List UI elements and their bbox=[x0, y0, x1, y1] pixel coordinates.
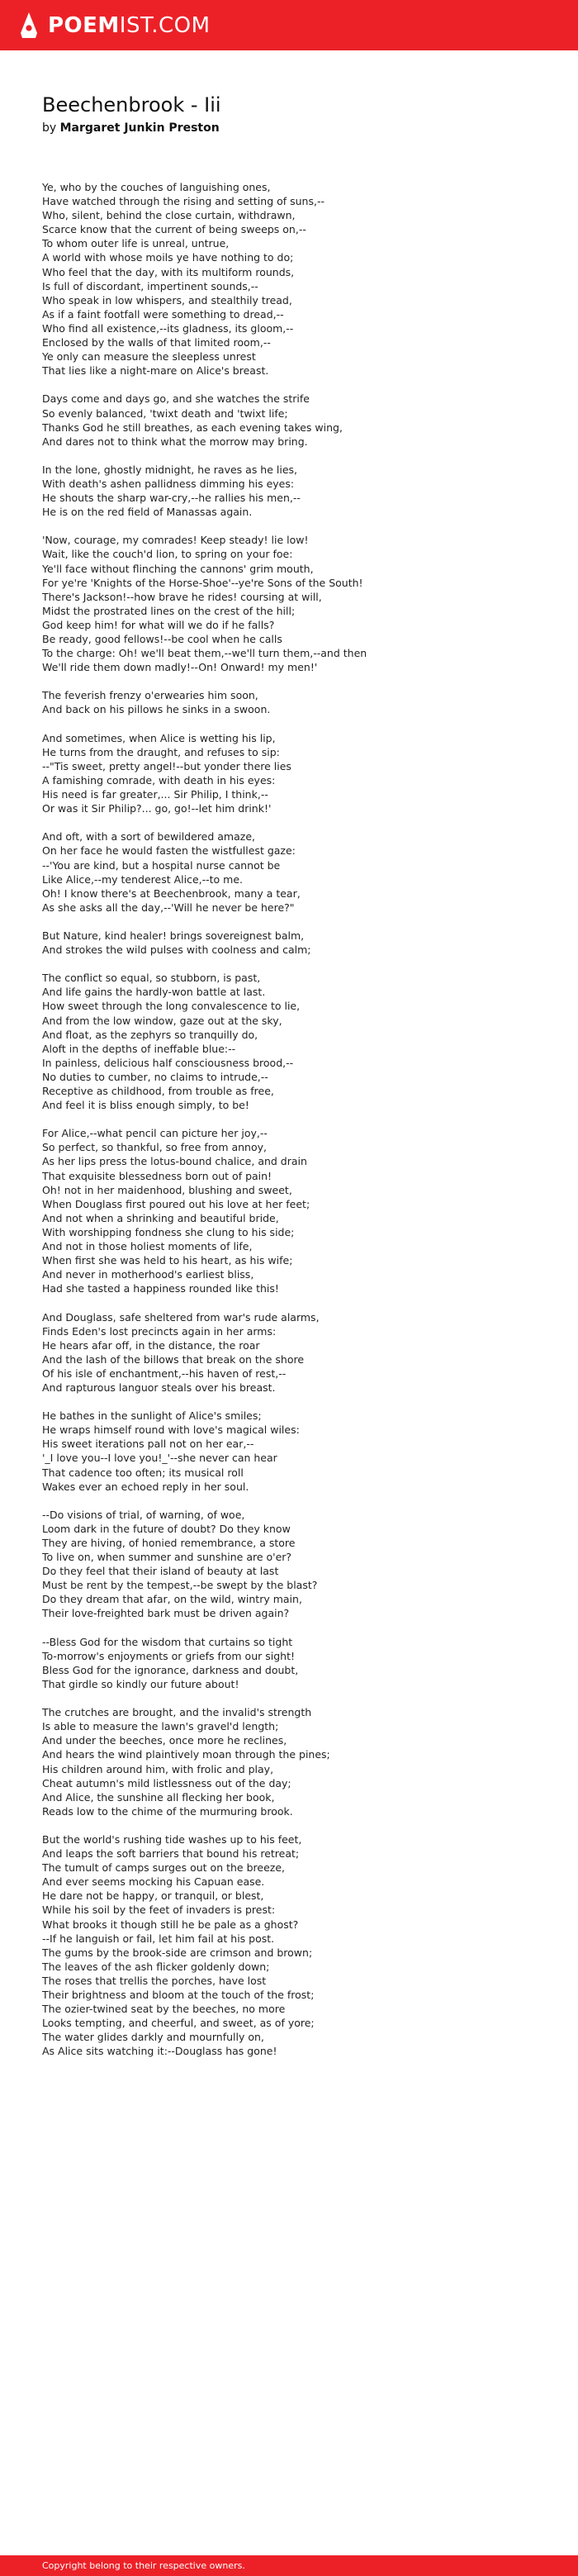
poem-line: His sweet iterations pall not on her ear,-- bbox=[42, 1438, 254, 1451]
poemist-quill-icon bbox=[18, 11, 40, 40]
poem-line: And the lash of the billows that break on the shore bbox=[42, 1352, 305, 1366]
poem-line: Like Alice,--my tenderest Alice,--to me. bbox=[42, 872, 243, 886]
poem-line: And ever seems mocking his Capuan ease. bbox=[42, 1875, 265, 1889]
poem-line: To whom outer life is unreal, untrue, bbox=[42, 237, 230, 250]
poem-line: The roses that trellis the porches, have lost bbox=[42, 1974, 267, 1987]
poem-line: He turns from the draught, and refuses to sip: bbox=[42, 745, 280, 758]
poem-line: '_I love you--I love you!_'--she never can hear bbox=[42, 1452, 277, 1465]
poem-line: Do they feel that their island of beauty at last bbox=[42, 1565, 279, 1578]
poem-line: Finds Eden's lost precincts again in her arms: bbox=[42, 1324, 277, 1338]
poem-line: No duties to cumber, no claims to intrude,-- bbox=[42, 1070, 268, 1083]
poem-line: 'Now, courage, my comrades! Keep steady! lie low! bbox=[42, 534, 309, 547]
poem-line: --Bless God for the wisdom that curtains so tight bbox=[42, 1635, 293, 1648]
poem-line: On her face he would fasten the wistfullest gaze: bbox=[42, 844, 296, 858]
poem-line: --Do visions of trial, of warning, of woe, bbox=[42, 1508, 245, 1521]
poem-line: Looks tempting, and cheerful, and sweet, as of yore; bbox=[42, 2017, 315, 2030]
poem-line: He wraps himself round with love's magical wiles: bbox=[42, 1423, 300, 1437]
poem-line: The feverish frenzy o'erwearies him soon, bbox=[42, 689, 258, 702]
poem-line: We'll ride them down madly!--On! Onward! my men!' bbox=[42, 661, 318, 674]
poem-line: In painless, delicious half consciousness brood,-- bbox=[42, 1056, 294, 1069]
poem-line: But Nature, kind healer! brings sovereignest balm, bbox=[42, 929, 305, 942]
poem-line: Have watched through the rising and setting of suns,-- bbox=[42, 195, 325, 208]
poem-line: And leaps the soft barriers that bound his retreat; bbox=[42, 1847, 300, 1861]
poem-line: Oh! I know there's at Beechenbrook, many a tear, bbox=[42, 886, 301, 900]
stanza bbox=[42, 463, 554, 519]
poem-line: Ye only can measure the sleepless unrest bbox=[42, 350, 256, 364]
stanza bbox=[42, 929, 554, 957]
poem-line: But the world's rushing tide washes up to his feet, bbox=[42, 1832, 302, 1846]
stanza bbox=[42, 1635, 554, 1691]
logo-text-bold: POEM bbox=[48, 13, 120, 38]
stanza bbox=[42, 829, 554, 915]
poem-line: As her lips press the lotus-bound chalice, and drain bbox=[42, 1155, 307, 1168]
poem-line: To live on, when summer and sunshine are o'er? bbox=[42, 1551, 292, 1564]
poem-line: Receptive as childhood, from trouble as free, bbox=[42, 1085, 274, 1097]
poem-line: And from the low window, gaze out at the sky, bbox=[42, 1014, 282, 1027]
poem-line: And never in motherhood's earliest bliss, bbox=[42, 1268, 254, 1281]
poem-line: In the lone, ghostly midnight, he raves as he lies, bbox=[42, 463, 298, 476]
poem-header bbox=[42, 93, 538, 135]
poem-line: Aloft in the depths of ineffable blue:-- bbox=[42, 1042, 236, 1055]
stanza bbox=[42, 1310, 554, 1395]
poem-line: Must be rent by the tempest,--be swept by the blast? bbox=[42, 1579, 318, 1592]
poem-line: To the charge: Oh! we'll beat them,--we'll turn them,--and then bbox=[42, 647, 367, 660]
stanza bbox=[42, 971, 554, 1112]
poem-line: And oft, with a sort of bewildered amaze, bbox=[42, 830, 255, 844]
poem-line: His need is far greater,... Sir Philip, I think,-- bbox=[42, 788, 268, 801]
poem-line: A world with whose moils ye have nothing to do; bbox=[42, 251, 294, 264]
poem-line: And float, as the zephyrs so tranquilly do, bbox=[42, 1028, 258, 1041]
stanza bbox=[42, 1409, 554, 1494]
poem-body bbox=[42, 180, 554, 2073]
poem-line: When Douglass first poured out his love at her feet; bbox=[42, 1197, 310, 1210]
poem-line: So perfect, so thankful, so free from annoy, bbox=[42, 1141, 267, 1154]
poem-line: Who find all existence,--its gladness, its gloom,-- bbox=[42, 321, 294, 335]
poem-line: Who speak in low whispers, and stealthily tread, bbox=[42, 293, 292, 307]
poem-line: Or was it Sir Philip?... go, go!--let him drink!' bbox=[42, 802, 272, 815]
copyright-notice: Copyright belong to their respective owners. bbox=[42, 2560, 245, 2571]
site-footer bbox=[0, 2555, 578, 2576]
poem-line: Thanks God he still breathes, as each evening takes wing, bbox=[42, 421, 343, 434]
site-logo[interactable] bbox=[18, 11, 211, 40]
poem-line: How sweet through the long convalescence to lie, bbox=[42, 1000, 301, 1013]
poem-line: Scarce know that the current of being sweeps on,-- bbox=[42, 223, 306, 236]
poem-line: He dare not be happy, or tranquil, or blest, bbox=[42, 1889, 264, 1903]
poem-line: And Douglass, safe sheltered from war's rude alarms, bbox=[42, 1310, 320, 1324]
stanza bbox=[42, 392, 554, 448]
poem-line: While his soil by the feet of invaders is prest: bbox=[42, 1903, 276, 1917]
by-label: by bbox=[42, 121, 57, 135]
poem-line: As she asks all the day,--'Will he never be here?" bbox=[42, 901, 295, 914]
poem-line: For Alice,--what pencil can picture her joy,-- bbox=[42, 1127, 268, 1140]
poem-line: Is full of discordant, impertinent sounds,-- bbox=[42, 279, 258, 292]
poem-line: --"Tis sweet, pretty angel!--but yonder there lies bbox=[42, 759, 291, 772]
poem-line: And Alice, the sunshine all flecking her book, bbox=[42, 1790, 275, 1804]
poem-line: Their love-freighted bark must be driven again? bbox=[42, 1607, 290, 1620]
poem-line: The ozier-twined seat by the beeches, no more bbox=[42, 2003, 286, 2016]
stanza bbox=[42, 1126, 554, 1295]
poem-line: With death's ashen pallidness dimming his eyes: bbox=[42, 477, 295, 490]
poem-line: A famishing comrade, with death in his eyes: bbox=[42, 773, 276, 787]
poem-line: When first she was held to his heart, as his wife; bbox=[42, 1254, 293, 1267]
poem-title: Beechenbrook - Iii bbox=[42, 93, 221, 116]
poem-line: And strokes the wild pulses with coolness and calm; bbox=[42, 943, 311, 957]
stanza bbox=[42, 533, 554, 674]
poem-line: What brooks it though still he be pale as a ghost? bbox=[42, 1918, 299, 1931]
logo-wordmark bbox=[48, 11, 211, 40]
stanza bbox=[42, 180, 554, 378]
poem-line: Be ready, good fellows!--be cool when he calls bbox=[42, 633, 282, 645]
poem-line: Bless God for the ignorance, darkness and doubt, bbox=[42, 1663, 299, 1676]
stanza bbox=[42, 1705, 554, 1818]
poem-line: Is able to measure the lawn's gravel'd length; bbox=[42, 1720, 279, 1733]
poem-line: Cheat autumn's mild listlessness out of the day; bbox=[42, 1776, 291, 1789]
poem-line: Days come and days go, and she watches the strife bbox=[42, 392, 310, 406]
poem-line: Loom dark in the future of doubt? Do they know bbox=[42, 1522, 291, 1535]
poem-line: Ye, who by the couches of languishing ones, bbox=[42, 181, 271, 193]
poem-line: Their brightness and bloom at the touch of the frost; bbox=[42, 1989, 315, 2001]
poem-line: --'You are kind, but a hospital nurse cannot be bbox=[42, 858, 281, 872]
poem-line: That lies like a night-mare on Alice's breast. bbox=[42, 364, 269, 378]
poem-line: Wakes ever an echoed reply in her soul. bbox=[42, 1480, 249, 1493]
poem-line: Do they dream that afar, on the wild, wintry main, bbox=[42, 1593, 302, 1606]
poem-line: He shouts the sharp war-cry,--he rallies his men,-- bbox=[42, 492, 301, 505]
poem-line: --If he languish or fail, let him fail at his post. bbox=[42, 1932, 275, 1945]
poem-line: The water glides darkly and mournfully on, bbox=[42, 2031, 264, 2044]
poem-line: Had she tasted a happiness rounded like this! bbox=[42, 1282, 279, 1295]
poem-line: He bathes in the sunlight of Alice's smiles; bbox=[42, 1409, 262, 1423]
poem-line: To-morrow's enjoyments or griefs from our sight! bbox=[42, 1649, 295, 1662]
poem-line: He is on the red field of Manassas again. bbox=[42, 506, 253, 519]
stanza bbox=[42, 1832, 554, 2059]
poem-line: Who feel that the day, with its multiform rounds, bbox=[42, 265, 295, 278]
poem-line: That girdle so kindly our future about! bbox=[42, 1677, 239, 1690]
poem-line: As if a faint footfall were something to dread,-- bbox=[42, 307, 284, 321]
poem-line: Wait, like the couch'd lion, to spring on your foe: bbox=[42, 548, 293, 561]
poem-line: The gums by the brook-side are crimson and brown; bbox=[42, 1946, 313, 1959]
poem-line: His children around him, with frolic and play, bbox=[42, 1762, 274, 1775]
poem-line: And back on his pillows he sinks in a swoon. bbox=[42, 703, 271, 716]
poem-line: He hears afar off, in the distance, the roar bbox=[42, 1338, 260, 1352]
poem-line: Reads low to the chime of the murmuring brook. bbox=[42, 1804, 293, 1818]
poem-line: And not when a shrinking and beautiful bride, bbox=[42, 1211, 279, 1224]
poem-line: Ye'll face without flinching the cannons' grim mouth, bbox=[42, 562, 314, 575]
poem-line: The tumult of camps surges out on the breeze, bbox=[42, 1861, 285, 1875]
stanza bbox=[42, 688, 554, 716]
poem-line: And life gains the hardly-won battle at last. bbox=[42, 986, 266, 999]
poem-line: Oh! not in her maidenhood, blushing and sweet, bbox=[42, 1183, 292, 1196]
poem-line: Who, silent, behind the close curtain, withdrawn, bbox=[42, 209, 296, 222]
poem-line: The leaves of the ash flicker goldenly down; bbox=[42, 1960, 270, 1973]
poem-line: And under the beeches, once more he reclines, bbox=[42, 1734, 287, 1747]
poem-line: And hears the wind plaintively moan through the pines; bbox=[42, 1748, 330, 1761]
poem-line: For ye're 'Knights of the Horse-Shoe'--ye're Sons of the South! bbox=[42, 576, 363, 589]
poem-line: Enclosed by the walls of that limited room,-- bbox=[42, 336, 271, 349]
author-name[interactable]: Margaret Junkin Preston bbox=[59, 121, 220, 135]
poem-line: So evenly balanced, 'twixt death and 'twixt life; bbox=[42, 406, 288, 420]
byline bbox=[42, 121, 538, 135]
poem-line: The crutches are brought, and the invalid's strength bbox=[42, 1706, 312, 1719]
poem-line: They are hiving, of honied remembrance, a store bbox=[42, 1537, 296, 1549]
poem-line: And dares not to think what the morrow may bring. bbox=[42, 435, 308, 448]
poem-line: God keep him! for what will we do if he falls? bbox=[42, 618, 275, 631]
poem-line: As Alice sits watching it:--Douglass has gone! bbox=[42, 2045, 277, 2058]
poem-line: There's Jackson!--how brave he rides! coursing at will, bbox=[42, 590, 322, 603]
poem-line: That exquisite blessedness born out of pain! bbox=[42, 1169, 272, 1182]
poem-line: And sometimes, when Alice is wetting his lip, bbox=[42, 731, 276, 744]
stanza bbox=[42, 1508, 554, 1621]
poem-line: The conflict so equal, so stubborn, is past, bbox=[42, 972, 261, 985]
poem-line: Midst the prostrated lines on the crest of the hill; bbox=[42, 604, 296, 617]
poem-line: And feel it is bliss enough simply, to be! bbox=[42, 1099, 249, 1112]
poem-line: That cadence too often; its musical roll bbox=[42, 1466, 244, 1479]
logo-text-light: IST.COM bbox=[119, 13, 211, 38]
stanza bbox=[42, 731, 554, 816]
site-header bbox=[0, 0, 578, 50]
poem-line: And not in those holiest moments of life, bbox=[42, 1240, 253, 1253]
poem-line: With worshipping fondness she clung to his side; bbox=[42, 1225, 295, 1238]
poem-line: Of his isle of enchantment,--his haven of rest,-- bbox=[42, 1366, 287, 1380]
poem-line: And rapturous languor steals over his breast. bbox=[42, 1381, 276, 1394]
